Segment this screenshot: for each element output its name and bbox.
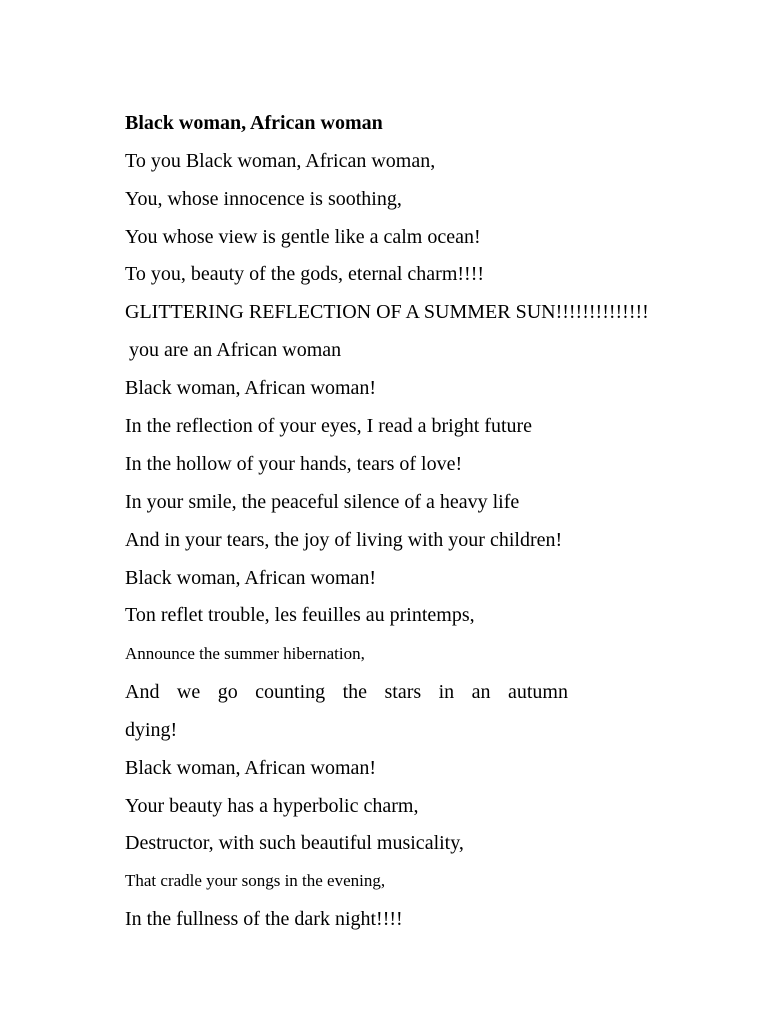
poem-line-2: You, whose innocence is soothing, — [125, 188, 402, 210]
justified-word: the — [342, 681, 368, 703]
justified-word: counting — [255, 681, 326, 703]
justified-word: autumn — [507, 681, 568, 703]
poem-line-4: To you, beauty of the gods, eternal charm!!!! — [125, 263, 485, 285]
poem-line-11: And in your tears, the joy of living with your children! — [125, 529, 563, 551]
poem-line-16: dying! — [125, 719, 178, 741]
poem-line-5: GLITTERING REFLECTION OF A SUMMER SUN!!!!!!!!!!!!!! — [125, 301, 649, 323]
poem-line-19: Destructor, with such beautiful musicality, — [125, 832, 464, 854]
poem-line-14: Announce the summer hibernation, — [125, 644, 365, 663]
justified-word: go — [217, 681, 238, 703]
justified-word: stars — [384, 681, 422, 703]
poem-line-18: Your beauty has a hyperbolic charm, — [125, 795, 419, 817]
justified-word: an — [471, 681, 491, 703]
poem-line-12: Black woman, African woman! — [125, 567, 377, 589]
justified-word: in — [438, 681, 455, 703]
poem-line-9: In the hollow of your hands, tears of love! — [125, 453, 463, 475]
justified-word: And — [125, 681, 160, 703]
poem-line-3: You whose view is gentle like a calm ocean! — [125, 226, 481, 248]
poem-title: Black woman, African woman — [125, 112, 383, 134]
poem-line-15-justified — [125, 680, 568, 704]
poem-line-8: In the reflection of your eyes, I read a bright future — [125, 415, 533, 437]
poem-line-13: Ton reflet trouble, les feuilles au printemps, — [125, 604, 475, 626]
poem-line-17: Black woman, African woman! — [125, 757, 377, 779]
poem-line-20: That cradle your songs in the evening, — [125, 871, 386, 890]
poem-line-1: To you Black woman, African woman, — [125, 150, 436, 172]
poem-line-6: you are an African woman — [129, 339, 342, 361]
poem-line-7: Black woman, African woman! — [125, 377, 377, 399]
poem-line-21: In the fullness of the dark night!!!! — [125, 908, 403, 930]
justified-word: we — [176, 681, 201, 703]
poem-line-10: In your smile, the peaceful silence of a heavy life — [125, 491, 520, 513]
